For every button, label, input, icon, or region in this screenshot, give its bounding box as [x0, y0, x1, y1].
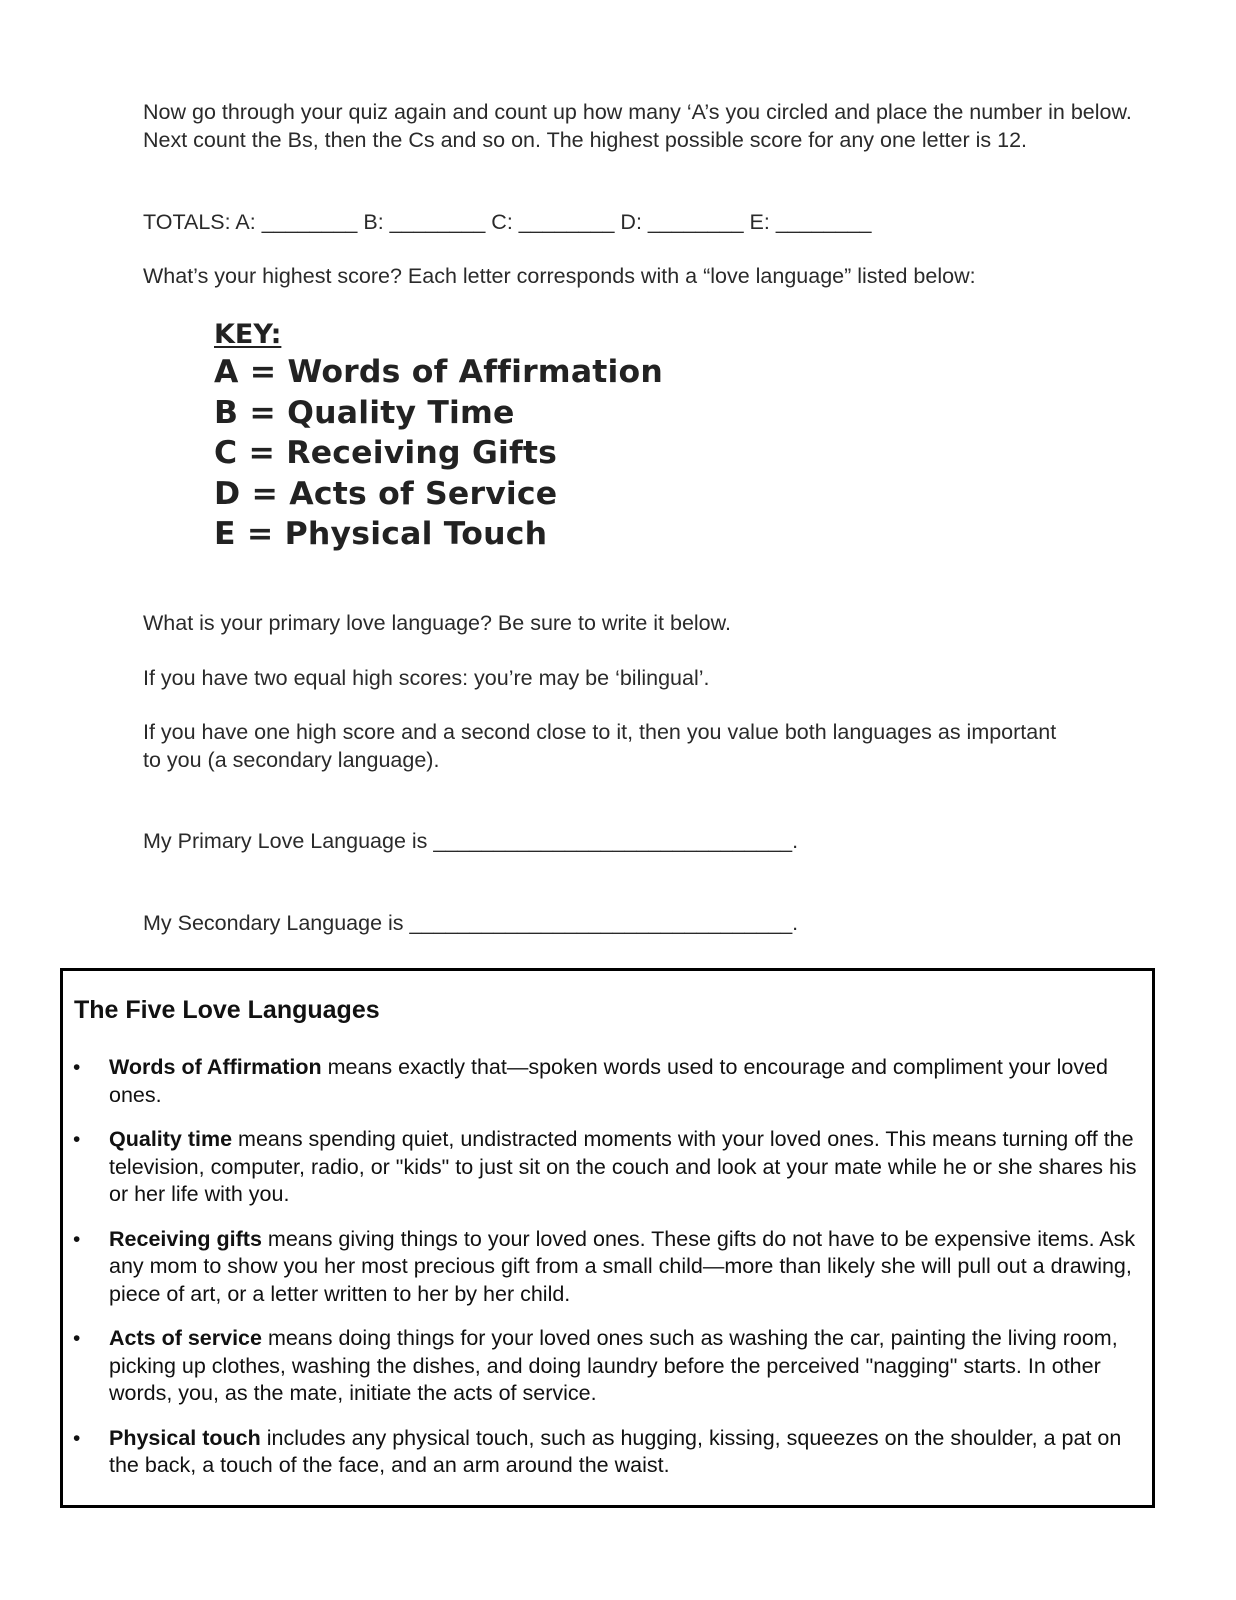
bullet-icon: • [73, 1327, 81, 1350]
key-line-d: D = Acts of Service [214, 475, 558, 512]
box-title: The Five Love Languages [74, 996, 380, 1024]
secondary-language-fill: My Secondary Language is ________________________________. [143, 911, 799, 935]
highest-score-prompt: What’s your highest score? Each letter corresponds with a “love language” listed below: [143, 264, 976, 288]
list-item [63, 1425, 1152, 1480]
key-block [214, 318, 663, 555]
love-languages-box [60, 968, 1155, 1508]
item-term: Quality time [109, 1127, 233, 1151]
bullet-icon: • [73, 1056, 81, 1079]
item-text: means doing things for your loved ones such as washing the car, painting the living room, picking up clothes, washing the dishes, and doing laundry before the perceived "nagging" starts. In other words, you, as the mate, initiate the acts of service. [109, 1326, 1118, 1405]
item-term: Physical touch [109, 1425, 261, 1450]
item-term: Receiving gifts [109, 1226, 262, 1251]
bullet-icon: • [73, 1128, 81, 1151]
key-line-c: C = Receiving Gifts [214, 435, 558, 471]
secondary-note: If you have one high score and a second close to it, then you value both languages as important to you (a secondary language). [143, 720, 1057, 772]
bullet-icon: • [73, 1426, 81, 1450]
total-e-blank: E: ________ [749, 210, 872, 234]
item-text: means spending quiet, undistracted moments with your loved ones. This means turning off the television, computer, radio, or "kids" to just sit on the couch and look at your mate while he or she shares his or her life with you. [109, 1127, 1137, 1206]
total-d-blank: D: ________ [620, 210, 744, 234]
total-b-blank: B: ________ [363, 210, 486, 234]
key-line-b: B = Quality Time [214, 394, 515, 431]
list-item [63, 1325, 1152, 1408]
key-line-a: A = Words of Affirmation [214, 354, 663, 390]
list-item [63, 1126, 1152, 1209]
key-line-e: E = Physical Touch [214, 516, 548, 552]
primary-prompt: What is your primary love language? Be sure to write it below. [143, 611, 731, 635]
item-text: means giving things to your loved ones. These gifts do not have to be expensive items. Ask any mom to show you her most precious gift from a small child—more than likely she will pull out a drawing, piece of art, or a letter written to her by her child. [109, 1226, 1136, 1306]
item-term: Acts of service [109, 1326, 262, 1350]
primary-language-fill: My Primary Love Language is ______________________________. [143, 829, 799, 853]
totals-label: TOTALS: [143, 210, 231, 234]
item-text: includes any physical touch, such as hugging, kissing, squeezes on the shoulder, a pat on the back, a touch of the face, and an arm around the waist. [109, 1425, 1122, 1477]
total-a-blank: A: ________ [235, 210, 358, 234]
love-languages-list [63, 1054, 1152, 1497]
list-item [63, 1226, 1152, 1309]
bilingual-note: If you have two equal high scores: you’re may be ‘bilingual’. [143, 666, 710, 690]
totals-row [143, 208, 872, 236]
item-text: means exactly that—spoken words used to encourage and compliment your loved ones. [109, 1055, 1108, 1107]
intro-paragraph: Now go through your quiz again and count up how many ‘A’s you circled and place the number in below. Next count the Bs, then the Cs and so on. The highest possible score for any one letter is 12. [143, 100, 1132, 152]
key-title: KEY: [214, 319, 282, 350]
item-term: Words of Affirmation [109, 1055, 322, 1079]
list-item [63, 1054, 1152, 1109]
total-c-blank: C: ________ [491, 210, 615, 234]
bullet-icon: • [73, 1227, 81, 1251]
